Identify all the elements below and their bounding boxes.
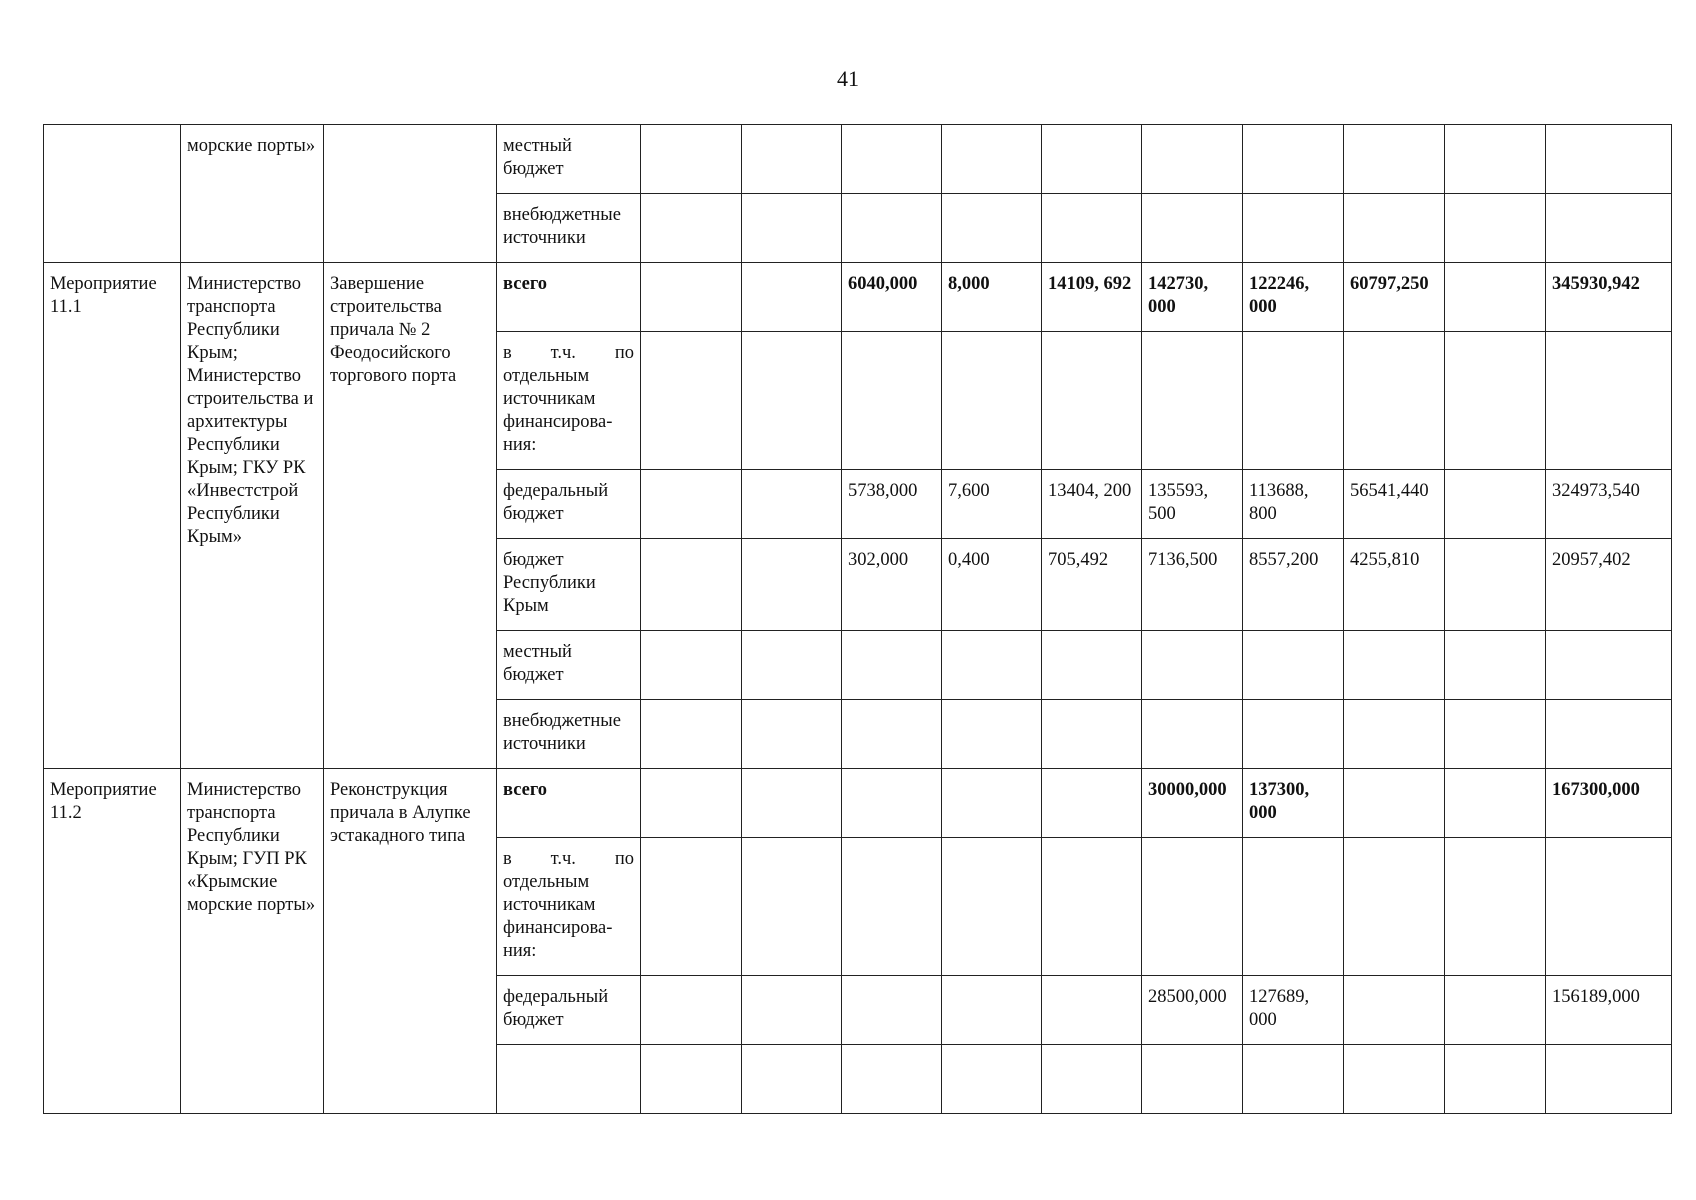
value-cell <box>641 769 742 838</box>
value-cell <box>1142 700 1243 769</box>
source-cell: внебюджетные источники <box>497 194 641 263</box>
value-cell <box>842 631 942 700</box>
value-cell: 113688, 800 <box>1243 470 1344 539</box>
value-cell: 28500,000 <box>1142 976 1243 1045</box>
source-cell: всего <box>497 263 641 332</box>
value-cell <box>1344 332 1445 470</box>
value-cell <box>1445 1045 1546 1114</box>
table-row <box>44 125 1672 194</box>
value-cell <box>942 976 1042 1045</box>
value-cell <box>942 631 1042 700</box>
value-cell: 4255,810 <box>1344 539 1445 631</box>
value-cell <box>1142 332 1243 470</box>
value-cell <box>1142 1045 1243 1114</box>
value-cell: 345930,942 <box>1546 263 1672 332</box>
value-cell <box>1445 976 1546 1045</box>
value-cell <box>1546 1045 1672 1114</box>
table-row <box>44 263 1672 332</box>
measure-cell <box>44 125 181 263</box>
value-cell: 705,492 <box>1042 539 1142 631</box>
source-cell: местный бюджет <box>497 631 641 700</box>
value-cell: 56541,440 <box>1344 470 1445 539</box>
value-cell <box>1445 470 1546 539</box>
value-cell: 8557,200 <box>1243 539 1344 631</box>
value-cell: 167300,000 <box>1546 769 1672 838</box>
value-cell <box>1546 700 1672 769</box>
value-cell: 30000,000 <box>1142 769 1243 838</box>
value-cell <box>842 700 942 769</box>
source-cell: местный бюджет <box>497 125 641 194</box>
value-cell <box>742 263 842 332</box>
value-cell <box>1042 631 1142 700</box>
value-cell <box>942 769 1042 838</box>
value-cell <box>1243 332 1344 470</box>
value-cell <box>742 769 842 838</box>
source-cell: в т.ч. по отдельным источникам финансирова-ния: <box>497 332 641 470</box>
value-cell <box>1445 838 1546 976</box>
value-cell <box>842 769 942 838</box>
page-number: 41 <box>837 66 859 91</box>
title-cell: Завершение строительства причала № 2 Феодосийского торгового порта <box>324 263 497 769</box>
source-cell: федеральный бюджет <box>497 470 641 539</box>
value-cell <box>742 332 842 470</box>
value-cell <box>1445 332 1546 470</box>
value-cell <box>742 1045 842 1114</box>
value-cell <box>1243 700 1344 769</box>
value-cell <box>1243 631 1344 700</box>
executor-cell: морские порты» <box>181 125 324 263</box>
value-cell <box>1243 838 1344 976</box>
value-cell <box>1042 769 1142 838</box>
value-cell <box>1546 838 1672 976</box>
value-cell: 60797,250 <box>1344 263 1445 332</box>
value-cell: 7,600 <box>942 470 1042 539</box>
source-cell: всего <box>497 769 641 838</box>
value-cell: 135593, 500 <box>1142 470 1243 539</box>
value-cell <box>641 539 742 631</box>
executor-cell: Министерство транспорта Республики Крым; Министерство строительства и архитектуры Республики Крым; ГКУ РК «Инвестстрой Республики Крым» <box>181 263 324 769</box>
value-cell <box>742 838 842 976</box>
value-cell <box>1445 700 1546 769</box>
value-cell: 5738,000 <box>842 470 942 539</box>
value-cell <box>842 332 942 470</box>
value-cell <box>1142 631 1243 700</box>
measure-cell: Мероприятие 11.1 <box>44 263 181 769</box>
value-cell <box>842 1045 942 1114</box>
value-cell <box>641 700 742 769</box>
value-cell <box>1445 263 1546 332</box>
title-cell <box>324 125 497 263</box>
value-cell <box>942 1045 1042 1114</box>
value-cell: 127689, 000 <box>1243 976 1344 1045</box>
value-cell: 0,400 <box>942 539 1042 631</box>
value-cell <box>641 1045 742 1114</box>
value-cell <box>641 332 742 470</box>
financing-table <box>43 124 1672 1114</box>
source-cell <box>497 1045 641 1114</box>
value-cell: 13404, 200 <box>1042 470 1142 539</box>
source-cell: федеральный бюджет <box>497 976 641 1045</box>
value-cell <box>1042 1045 1142 1114</box>
value-cell <box>742 631 842 700</box>
value-cell <box>742 976 842 1045</box>
value-cell <box>1344 1045 1445 1114</box>
value-cell <box>1042 838 1142 976</box>
value-cell <box>641 838 742 976</box>
value-cell <box>842 838 942 976</box>
value-cell <box>1344 769 1445 838</box>
value-cell <box>742 539 842 631</box>
value-cell <box>1042 332 1142 470</box>
value-cell <box>1042 700 1142 769</box>
value-cell <box>942 838 1042 976</box>
measure-cell: Мероприятие 11.2 <box>44 769 181 1114</box>
source-cell: бюджет Республики Крым <box>497 539 641 631</box>
value-cell <box>1445 539 1546 631</box>
value-cell: 137300, 000 <box>1243 769 1344 838</box>
value-cell: 324973,540 <box>1546 470 1672 539</box>
value-cell: 6040,000 <box>842 263 942 332</box>
value-cell <box>1445 631 1546 700</box>
value-cell: 7136,500 <box>1142 539 1243 631</box>
value-cell <box>1344 838 1445 976</box>
value-cell <box>1344 976 1445 1045</box>
source-cell: внебюджетные источники <box>497 700 641 769</box>
value-cell: 156189,000 <box>1546 976 1672 1045</box>
title-cell: Реконструкция причала в Алупке эстакадного типа <box>324 769 497 1114</box>
value-cell <box>641 631 742 700</box>
value-cell <box>742 700 842 769</box>
value-cell <box>842 976 942 1045</box>
value-cell <box>1243 1045 1344 1114</box>
value-cell <box>742 470 842 539</box>
value-cell <box>1042 976 1142 1045</box>
value-cell <box>1344 631 1445 700</box>
value-cell <box>641 976 742 1045</box>
value-cell: 142730, 000 <box>1142 263 1243 332</box>
value-cell: 20957,402 <box>1546 539 1672 631</box>
table-row <box>44 769 1672 838</box>
value-cell: 8,000 <box>942 263 1042 332</box>
value-cell: 122246, 000 <box>1243 263 1344 332</box>
executor-cell: Министерство транспорта Республики Крым; ГУП РК «Крымские морские порты» <box>181 769 324 1114</box>
value-cell <box>942 332 1042 470</box>
value-cell: 14109, 692 <box>1042 263 1142 332</box>
value-cell <box>641 263 742 332</box>
value-cell <box>1445 769 1546 838</box>
value-cell <box>1142 838 1243 976</box>
value-cell: 302,000 <box>842 539 942 631</box>
value-cell <box>1344 700 1445 769</box>
value-cell <box>641 470 742 539</box>
value-cell <box>1546 332 1672 470</box>
source-cell: в т.ч. по отдельным источникам финансирова-ния: <box>497 838 641 976</box>
value-cell <box>942 700 1042 769</box>
value-cell <box>1546 631 1672 700</box>
